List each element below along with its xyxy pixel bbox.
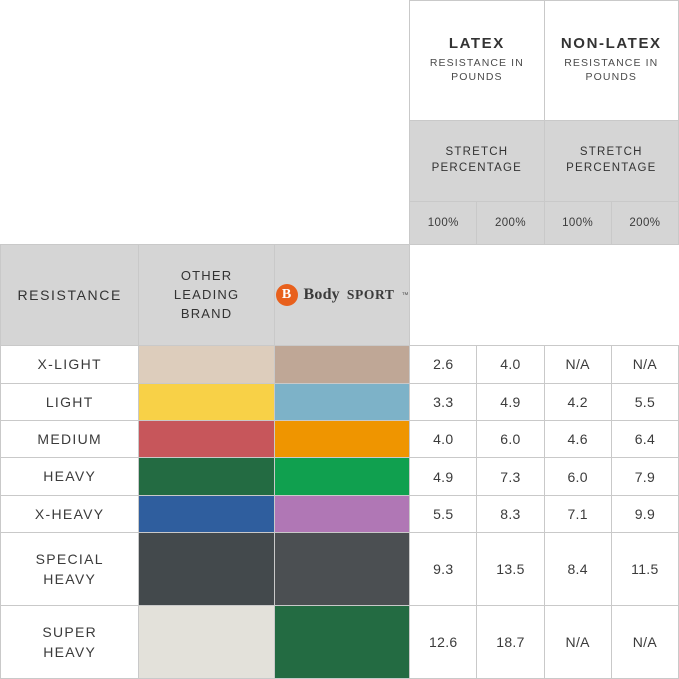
value-latex-100-light: 3.3 (410, 383, 477, 420)
row-label-medium (1, 421, 139, 458)
value-latex-100-super-heavy: 12.6 (410, 605, 477, 678)
swatch-body-sport-special-heavy (274, 533, 409, 606)
value-non-latex-200-light: 5.5 (611, 383, 678, 420)
value-non-latex-100-x-heavy: 7.1 (544, 495, 611, 532)
stretch-header-latex: STRETCH PERCENTAGE (410, 120, 544, 201)
col-header-non-latex-100: 100% (544, 201, 611, 245)
stretch-header-non-latex: STRETCH PERCENTAGE (544, 120, 678, 201)
col-header-resistance: RESISTANCE (1, 245, 139, 346)
swatch-other-brand-medium (139, 421, 274, 458)
value-non-latex-100-super-heavy: N/A (544, 605, 611, 678)
body-sport-logo (275, 284, 409, 306)
col-header-non-latex-200: 200% (611, 201, 678, 245)
table-row (1, 383, 679, 420)
value-latex-200-medium: 6.0 (477, 421, 544, 458)
row-label-heavy (1, 458, 139, 495)
value-latex-200-special-heavy: 13.5 (477, 533, 544, 606)
body-sport-word-body: Body (303, 286, 340, 304)
table-row (1, 346, 679, 383)
row-label-line1: SPECIAL (35, 550, 104, 567)
other-brand-line3: BRAND (180, 305, 233, 321)
group-subtitle-non-latex: RESISTANCE IN POUNDS (564, 56, 659, 83)
row-label-x-light (1, 346, 139, 383)
spacer-header-right (410, 245, 679, 346)
value-latex-100-medium: 4.0 (410, 421, 477, 458)
value-latex-100-x-heavy: 5.5 (410, 495, 477, 532)
table-group-title-row (1, 1, 679, 121)
body-sport-word-sport: SPORT (346, 287, 395, 303)
table-row (1, 458, 679, 495)
swatch-other-brand-special-heavy (139, 533, 274, 606)
table-row (1, 421, 679, 458)
value-non-latex-200-heavy: 7.9 (611, 458, 678, 495)
value-non-latex-100-special-heavy: 8.4 (544, 533, 611, 606)
row-label-line1: MEDIUM (37, 431, 102, 448)
value-latex-200-x-light: 4.0 (477, 346, 544, 383)
table-main-header-row (1, 245, 679, 346)
other-brand-line1: OTHER (180, 268, 233, 284)
group-subtitle-latex: RESISTANCE IN POUNDS (429, 56, 524, 83)
swatch-body-sport-light (274, 383, 409, 420)
value-non-latex-200-x-light: N/A (611, 346, 678, 383)
value-non-latex-100-medium: 4.6 (544, 421, 611, 458)
value-latex-200-heavy: 7.3 (477, 458, 544, 495)
value-non-latex-200-super-heavy: N/A (611, 605, 678, 678)
value-latex-100-special-heavy: 9.3 (410, 533, 477, 606)
row-label-line2: HEAVY (43, 643, 97, 660)
swatch-body-sport-x-heavy (274, 495, 409, 532)
table-row (1, 495, 679, 532)
other-brand-line2: LEADING (173, 286, 240, 302)
row-label-line1: HEAVY (43, 468, 97, 485)
row-label-line1: X-HEAVY (34, 505, 105, 522)
group-header-latex (410, 1, 544, 121)
swatch-other-brand-x-light (139, 346, 274, 383)
row-label-line1: X-LIGHT (37, 356, 102, 373)
trademark-icon: ™ (401, 291, 409, 299)
value-latex-200-light: 4.9 (477, 383, 544, 420)
swatch-body-sport-medium (274, 421, 409, 458)
value-non-latex-100-light: 4.2 (544, 383, 611, 420)
row-label-light (1, 383, 139, 420)
value-latex-100-heavy: 4.9 (410, 458, 477, 495)
swatch-body-sport-heavy (274, 458, 409, 495)
body-sport-circle-b-icon: B (276, 284, 298, 306)
group-title-latex: LATEX (448, 34, 505, 52)
spacer-resistance (1, 1, 139, 245)
row-label-line1: SUPER (42, 623, 98, 640)
row-label-special-heavy (1, 533, 139, 606)
group-header-non-latex (544, 1, 678, 121)
swatch-body-sport-x-light (274, 346, 409, 383)
group-title-non-latex: NON-LATEX (560, 34, 662, 52)
value-non-latex-100-heavy: 6.0 (544, 458, 611, 495)
value-non-latex-100-x-light: N/A (544, 346, 611, 383)
swatch-body-sport-super-heavy (274, 605, 409, 678)
row-label-line2: HEAVY (43, 571, 97, 587)
table-row (1, 533, 679, 606)
row-label-line1: LIGHT (45, 393, 94, 410)
value-latex-200-super-heavy: 18.7 (477, 605, 544, 678)
value-non-latex-200-medium: 6.4 (611, 421, 678, 458)
swatch-other-brand-super-heavy (139, 605, 274, 678)
swatch-other-brand-light (139, 383, 274, 420)
value-non-latex-200-special-heavy: 11.5 (611, 533, 678, 606)
col-header-body-sport (274, 245, 409, 346)
spacer-body-sport (274, 1, 409, 245)
table-row (1, 605, 679, 678)
row-label-super-heavy (1, 605, 139, 678)
row-label-x-heavy (1, 495, 139, 532)
swatch-other-brand-heavy (139, 458, 274, 495)
value-non-latex-200-x-heavy: 9.9 (611, 495, 678, 532)
col-header-other-leading-brand (139, 245, 274, 346)
col-header-latex-200: 200% (477, 201, 544, 245)
value-latex-100-x-light: 2.6 (410, 346, 477, 383)
spacer-other-brand (139, 1, 274, 245)
col-header-latex-100: 100% (410, 201, 477, 245)
swatch-other-brand-x-heavy (139, 495, 274, 532)
value-latex-200-x-heavy: 8.3 (477, 495, 544, 532)
